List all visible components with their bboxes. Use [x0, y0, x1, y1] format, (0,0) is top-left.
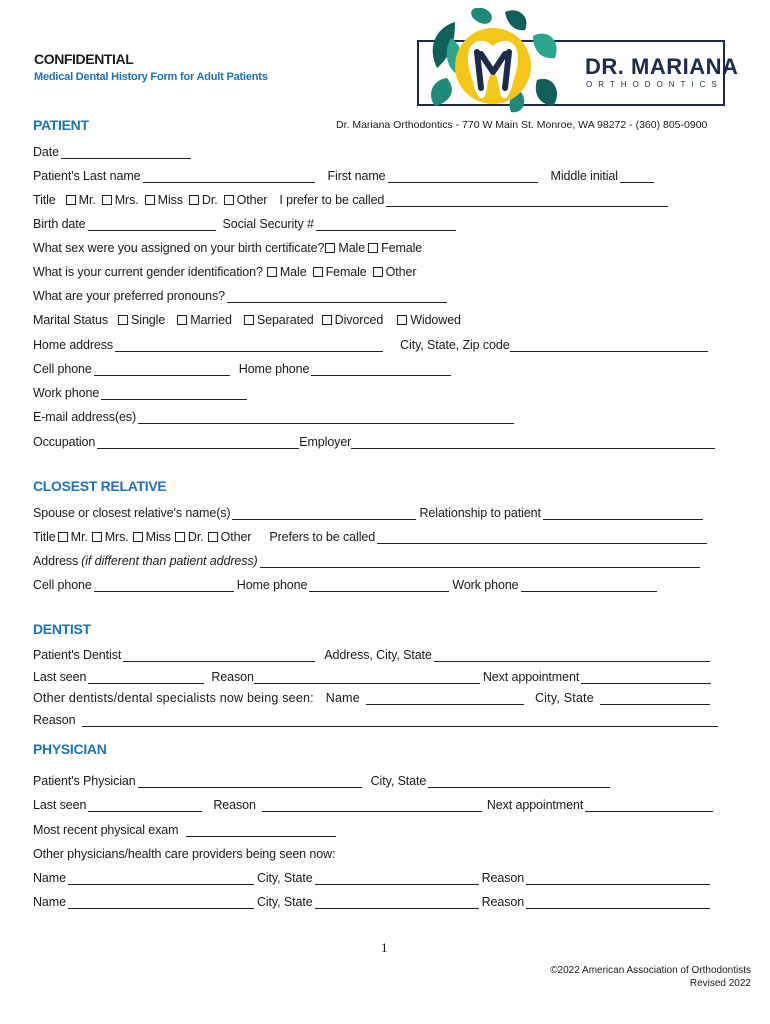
provider-name-field[interactable] [68, 896, 254, 909]
row-relative-phones [33, 575, 660, 592]
preferred-name-field[interactable] [386, 194, 668, 207]
row-home-address [33, 335, 711, 352]
provider-reason-label: Reason [481, 895, 525, 909]
other-dentist-city-label: City, State [534, 691, 594, 705]
dentist-label: Patient's Dentist [33, 648, 122, 662]
row-other-dentist-reason [33, 710, 721, 727]
relative-title-mrs[interactable]: Mrs. [90, 530, 129, 544]
row-gender [33, 262, 418, 279]
title-option-mr[interactable]: Mr. [62, 193, 96, 207]
marital-option-widowed[interactable]: Widowed [393, 313, 461, 327]
form-confidential-title: CONFIDENTIAL [34, 51, 134, 67]
relative-home-field[interactable] [309, 579, 449, 592]
employer-label: Employer [299, 435, 352, 449]
checkbox[interactable] [244, 315, 254, 325]
physician-field[interactable] [138, 775, 362, 788]
row-work-phone [33, 383, 250, 400]
title-option-dr[interactable]: Dr. [185, 193, 218, 207]
row-relative-address [33, 551, 703, 568]
birth-date-label: Birth date [33, 217, 86, 231]
last-name-label: Patient's Last name [33, 169, 141, 183]
ssn-label: Social Security # [222, 217, 314, 231]
checkbox[interactable] [177, 315, 187, 325]
relationship-label: Relationship to patient [419, 506, 541, 520]
physician-last-seen-label: Last seen [33, 798, 87, 812]
other-providers-label: Other physicians/health care providers being seen now: [33, 847, 336, 861]
date-field[interactable] [61, 146, 191, 159]
email-field[interactable] [138, 411, 514, 424]
row-other-dentists [33, 688, 713, 705]
checkbox[interactable] [133, 532, 143, 542]
checkbox[interactable] [224, 195, 234, 205]
relative-title-miss[interactable]: Miss [131, 530, 171, 544]
title-option-other[interactable]: Other [220, 193, 268, 207]
practice-address: Dr. Mariana Orthodontics - 770 W Main St. Monroe, WA 98272 - (360) 805-0900 [336, 119, 708, 131]
section-heading-physician: PHYSICIAN [33, 741, 107, 757]
pronouns-field[interactable] [227, 290, 447, 303]
marital-option-divorced[interactable]: Divorced [318, 313, 384, 327]
row-birth [33, 214, 459, 231]
sex-option-male[interactable]: Male [324, 241, 365, 255]
dentist-address-field[interactable] [434, 649, 710, 662]
home-phone-label: Home phone [238, 362, 310, 376]
dentist-next-appt-field[interactable] [581, 671, 711, 684]
checkbox[interactable] [208, 532, 218, 542]
title-label: Title [33, 193, 56, 207]
tooth-leaves-icon [425, 8, 565, 114]
other-dentist-city-field[interactable] [600, 692, 710, 705]
physician-city-field[interactable] [428, 775, 610, 788]
other-dentists-label: Other dentists/dental specialists now being seen: [33, 691, 314, 705]
middle-initial-label: Middle initial [550, 169, 618, 183]
row-phones [33, 359, 454, 376]
dentist-next-appt-label: Next appointment [482, 670, 580, 684]
row-occupation [33, 432, 718, 449]
employer-field[interactable] [351, 436, 715, 449]
relative-cell-field[interactable] [94, 579, 234, 592]
pronouns-label: What are your preferred pronouns? [33, 289, 225, 303]
row-provider-2 [33, 892, 713, 909]
relative-title-label: Title [33, 530, 56, 544]
relative-work-field[interactable] [521, 579, 657, 592]
ssn-field[interactable] [316, 218, 456, 231]
revised-text: Revised 2022 [689, 978, 751, 989]
page-number: 1 [381, 940, 388, 955]
recent-exam-label: Most recent physical exam [33, 823, 179, 837]
other-dentist-reason-field[interactable] [82, 714, 718, 727]
provider-name-label: Name [33, 895, 66, 909]
row-recent-exam [33, 820, 339, 837]
checkbox[interactable] [58, 532, 68, 542]
middle-initial-field[interactable] [620, 170, 654, 183]
home-phone-field[interactable] [311, 363, 451, 376]
date-label: Date [33, 145, 60, 159]
copyright-text: ©2022 American Association of Orthodontists [550, 965, 751, 976]
gender-option-female[interactable]: Female [309, 265, 367, 279]
dentist-last-seen-label: Last seen [33, 670, 87, 684]
checkbox[interactable] [118, 315, 128, 325]
relative-title-dr[interactable]: Dr. [173, 530, 204, 544]
relative-address-label: Address [33, 554, 79, 568]
relative-title-mr[interactable]: Mr. [56, 530, 88, 544]
physician-reason-label: Reason [213, 798, 256, 812]
logo-name: DR. MARIANA [585, 54, 739, 79]
prefers-called-label: Prefers to be called [269, 530, 376, 544]
city-state-zip-label: City, State, Zip code [400, 338, 510, 352]
relative-address-note: (if different than patient address) [81, 554, 258, 568]
checkbox[interactable] [322, 315, 332, 325]
work-phone-label: Work phone [33, 386, 100, 400]
provider-city-label: City, State [256, 871, 313, 885]
other-dentist-name-label: Name [325, 691, 360, 705]
row-relative-title [33, 527, 710, 544]
relationship-field[interactable] [543, 507, 703, 520]
checkbox[interactable] [325, 243, 335, 253]
row-name [33, 166, 657, 183]
row-dentist [33, 645, 713, 662]
cell-phone-label: Cell phone [33, 362, 92, 376]
checkbox[interactable] [189, 195, 199, 205]
birth-date-field[interactable] [88, 218, 216, 231]
dentist-reason-field[interactable] [254, 671, 480, 684]
checkbox[interactable] [267, 267, 277, 277]
physician-city-label: City, State [370, 774, 427, 788]
marital-option-single[interactable]: Single [114, 313, 165, 327]
occupation-label: Occupation [33, 435, 96, 449]
checkbox[interactable] [368, 243, 378, 253]
relative-name-field[interactable] [232, 507, 416, 520]
recent-exam-field[interactable] [186, 824, 336, 837]
sex-option-female[interactable]: Female [367, 241, 422, 255]
title-option-mrs[interactable]: Mrs. [98, 193, 139, 207]
row-physician-last-seen [33, 795, 716, 812]
row-date [33, 142, 194, 159]
row-relative-name [33, 503, 706, 520]
provider-city-field[interactable] [315, 872, 479, 885]
provider-reason-field[interactable] [526, 872, 710, 885]
email-label: E-mail address(es) [33, 410, 137, 424]
first-name-label: First name [327, 169, 386, 183]
other-dentist-reason-label: Reason [33, 713, 76, 727]
row-title [33, 190, 671, 207]
row-provider-1 [33, 868, 713, 885]
preferred-name-label: I prefer to be called [279, 193, 385, 207]
dentist-address-label: Address, City, State [324, 648, 432, 662]
relative-name-label: Spouse or closest relative's name(s) [33, 506, 231, 520]
row-email [33, 407, 517, 424]
home-address-label: Home address [33, 338, 114, 352]
section-heading-closest-relative: CLOSEST RELATIVE [33, 478, 167, 494]
row-physician [33, 771, 613, 788]
gender-option-other[interactable]: Other [369, 265, 417, 279]
title-option-miss[interactable]: Miss [141, 193, 183, 207]
gender-option-male[interactable]: Male [263, 265, 307, 279]
sex-question: What sex were you assigned on your birth certificate? [33, 241, 325, 255]
relative-home-label: Home phone [236, 578, 308, 592]
provider-reason-label: Reason [481, 871, 525, 885]
provider-reason-field[interactable] [526, 896, 710, 909]
marital-label: Marital Status [33, 313, 109, 327]
dentist-field[interactable] [123, 649, 315, 662]
row-other-providers [33, 844, 335, 861]
checkbox[interactable] [92, 532, 102, 542]
section-heading-patient: PATIENT [33, 117, 89, 133]
cell-phone-field[interactable] [94, 363, 230, 376]
checkbox[interactable] [175, 532, 185, 542]
checkbox[interactable] [66, 195, 76, 205]
dentist-reason-label: Reason [211, 670, 254, 684]
marital-option-separated[interactable]: Separated [240, 313, 314, 327]
checkbox[interactable] [373, 267, 383, 277]
form-subtitle: Medical Dental History Form for Adult Patients [34, 71, 268, 83]
footer [550, 964, 751, 990]
row-pronouns [33, 286, 450, 303]
checkbox[interactable] [102, 195, 112, 205]
relative-cell-label: Cell phone [33, 578, 92, 592]
checkbox[interactable] [145, 195, 155, 205]
occupation-field[interactable] [97, 436, 299, 449]
provider-city-label: City, State [256, 895, 313, 909]
physician-label: Patient's Physician [33, 774, 136, 788]
home-address-field[interactable] [115, 339, 383, 352]
checkbox[interactable] [313, 267, 323, 277]
prefers-called-field[interactable] [377, 531, 707, 544]
section-heading-dentist: DENTIST [33, 621, 91, 637]
dentist-last-seen-field[interactable] [88, 671, 204, 684]
city-state-zip-field[interactable] [510, 339, 708, 352]
relative-title-other[interactable]: Other [206, 530, 252, 544]
row-marital [33, 310, 463, 327]
physician-next-appt-field[interactable] [585, 799, 713, 812]
physician-reason-field[interactable] [262, 799, 482, 812]
physician-last-seen-field[interactable] [88, 799, 202, 812]
marital-option-married[interactable]: Married [173, 313, 232, 327]
relative-address-field[interactable] [260, 555, 700, 568]
relative-work-label: Work phone [452, 578, 519, 592]
work-phone-field[interactable] [101, 387, 247, 400]
provider-name-label: Name [33, 871, 66, 885]
row-sex [33, 238, 424, 255]
gender-question: What is your current gender identification? [33, 265, 263, 279]
provider-name-field[interactable] [68, 872, 254, 885]
other-dentist-name-field[interactable] [366, 692, 524, 705]
provider-city-field[interactable] [315, 896, 479, 909]
last-name-field[interactable] [143, 170, 315, 183]
logo-tagline: ORTHODONTICS [586, 80, 723, 89]
checkbox[interactable] [397, 315, 407, 325]
physician-next-appt-label: Next appointment [486, 798, 584, 812]
row-dentist-last-seen [33, 667, 714, 684]
first-name-field[interactable] [388, 170, 538, 183]
